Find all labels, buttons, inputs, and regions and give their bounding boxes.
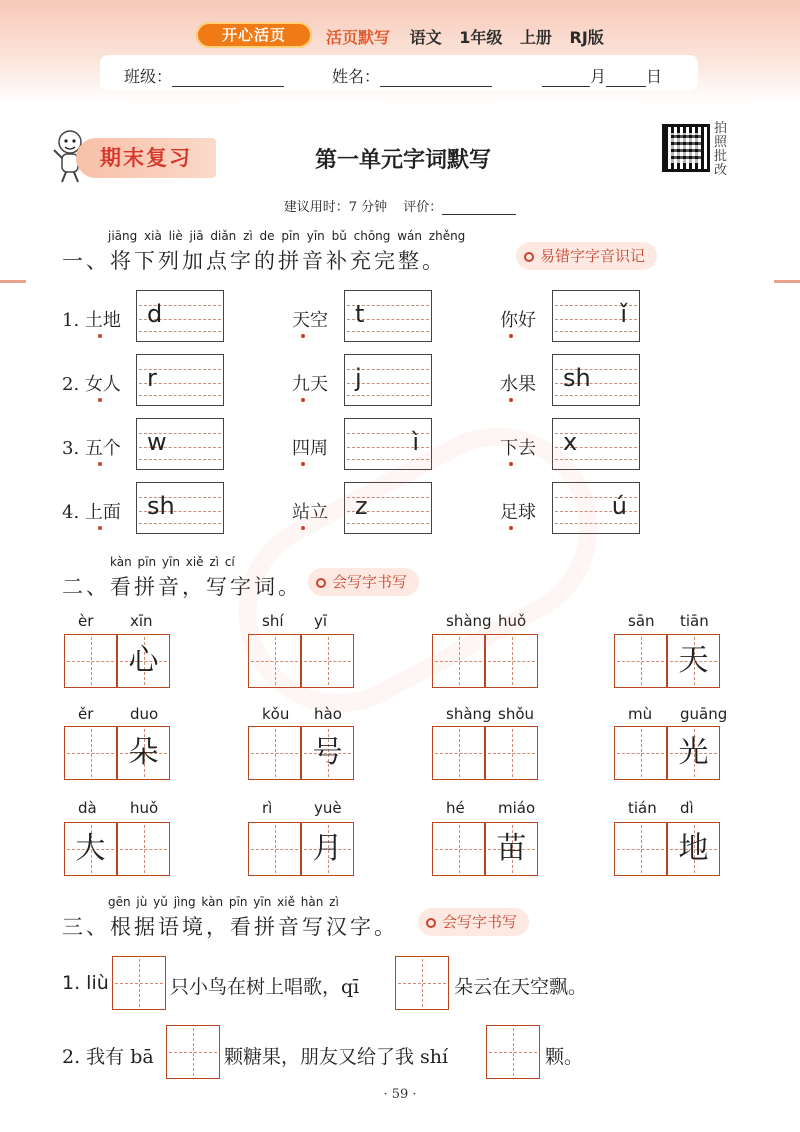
pinyin-answer-box[interactable] <box>136 290 224 342</box>
tianzige-box[interactable] <box>667 634 720 688</box>
written-character: 苗 <box>496 831 527 866</box>
emphasis-dot <box>98 462 102 466</box>
part1-word: 2. 女人 <box>62 374 121 395</box>
suggested-time: 建议用时：7 分钟 <box>283 200 388 215</box>
tianzige-box[interactable] <box>248 726 301 780</box>
tianzige-box[interactable] <box>432 822 485 876</box>
part1-word: 你好 <box>500 310 536 331</box>
emphasis-dot <box>98 526 102 530</box>
tianzige-box[interactable] <box>64 726 117 780</box>
qr-caption: 拍照批改 <box>714 121 728 178</box>
word-pinyin-1: mù <box>628 705 653 723</box>
word-pinyin-1: ěr <box>78 705 94 723</box>
tianzige-box[interactable] <box>485 822 538 876</box>
word-pinyin-1: kǒu <box>262 705 290 723</box>
time-eval-line <box>0 196 800 215</box>
sentence1-end: 朵云在天空飘。 <box>454 976 588 998</box>
written-character: 大 <box>75 831 106 866</box>
word-pinyin-1: sān <box>628 612 655 630</box>
pinyin-hint: ì <box>412 428 419 456</box>
part3-tag: 会写字书写 <box>418 908 529 936</box>
name-blank[interactable] <box>380 71 492 87</box>
volume: 上册 <box>519 28 552 47</box>
day-blank[interactable] <box>606 71 646 87</box>
word-pinyin-1: rì <box>262 799 273 817</box>
word-pinyin-2: huǒ <box>498 612 527 630</box>
part3-title: 三、根据语境，看拼音写汉字。 <box>62 915 398 939</box>
tianzige-box[interactable] <box>614 822 667 876</box>
series-name: 活页默写 <box>326 28 391 47</box>
word-pinyin-1: hé <box>446 799 465 817</box>
pinyin-hint: ǐ <box>620 300 627 328</box>
part2-pinyin: kàn pīn yīn xiě zì cí <box>110 555 235 569</box>
brand-logo: 开心活页 <box>196 22 312 48</box>
tianzige-box[interactable] <box>432 726 485 780</box>
grade: 1年级 <box>459 28 503 47</box>
part1-pinyin: jiāng xià liè jiā diǎn zì de pīn yīn bǔ chōng wán zhěng <box>108 229 466 243</box>
sentence2-middle: 颗糖果，朋友又给了我 shí <box>224 1046 449 1068</box>
margin-mark-right <box>774 280 800 283</box>
part1-word: 3. 五个 <box>62 438 121 459</box>
pinyin-hint: sh <box>147 492 175 520</box>
pinyin-hint: z <box>355 492 368 520</box>
part1-word: 1. 土地 <box>62 310 121 331</box>
name-label: 姓名： <box>332 67 381 86</box>
tianzige-box[interactable] <box>301 822 354 876</box>
word-pinyin-2: huǒ <box>130 799 159 817</box>
word-pinyin-2: yuè <box>314 799 342 817</box>
month-blank[interactable] <box>542 71 590 87</box>
part2-title: 二、看拼音，写字词。 <box>62 575 302 599</box>
margin-mark-left <box>0 280 26 283</box>
emphasis-dot <box>98 334 102 338</box>
emphasis-dot <box>301 334 305 338</box>
pinyin-answer-box[interactable] <box>136 354 224 406</box>
word-pinyin-2: xīn <box>130 612 153 630</box>
sentence1-prefix: 1. liù <box>62 972 109 994</box>
pinyin-answer-box[interactable] <box>552 354 640 406</box>
pinyin-answer-box[interactable] <box>344 290 432 342</box>
word-pinyin-1: èr <box>78 612 94 630</box>
part1-word: 天空 <box>292 310 328 331</box>
tianzige-box[interactable] <box>64 634 117 688</box>
student-info-bar <box>100 55 698 91</box>
word-pinyin-2: dì <box>680 799 694 817</box>
word-pinyin-2: duo <box>130 705 159 723</box>
word-pinyin-2: yī <box>314 612 328 630</box>
word-pinyin-2: tiān <box>680 612 709 630</box>
emphasis-dot <box>509 398 513 402</box>
pinyin-answer-box[interactable] <box>344 354 432 406</box>
word-pinyin-1: shí <box>262 612 284 630</box>
series-line <box>326 25 604 48</box>
tianzige-box[interactable] <box>117 822 170 876</box>
part1-word: 水果 <box>500 374 536 395</box>
tianzige-box[interactable] <box>667 822 720 876</box>
written-character: 月 <box>312 831 343 866</box>
sentence1-blank1[interactable] <box>112 956 166 1010</box>
pinyin-hint: sh <box>563 364 591 392</box>
part3-pinyin: gēn jù yǔ jìng kàn pīn yīn xiě hàn zì <box>108 895 339 909</box>
written-character: 光 <box>678 735 709 770</box>
name-field[interactable] <box>332 64 492 87</box>
page-title: 第一单元字词默写 <box>314 148 491 173</box>
emphasis-dot <box>509 334 513 338</box>
page-number: · 59 · <box>383 1087 417 1102</box>
word-pinyin-1: tián <box>628 799 657 817</box>
part1-word: 4. 上面 <box>62 502 121 523</box>
word-pinyin-2: guāng <box>680 705 728 723</box>
emphasis-dot <box>301 398 305 402</box>
pinyin-hint: ú <box>611 492 627 520</box>
word-pinyin-1: shàng <box>446 705 492 723</box>
tianzige-box[interactable] <box>64 822 117 876</box>
part2-tag: 会写字书写 <box>308 568 419 596</box>
written-character: 朵 <box>128 735 159 770</box>
sentence1-middle: 只小鸟在树上唱歌，qī <box>170 976 360 998</box>
pinyin-hint: x <box>563 428 578 456</box>
tag-circle-icon <box>426 918 436 928</box>
written-character: 心 <box>128 643 159 678</box>
date-field[interactable] <box>542 64 662 87</box>
tianzige-box[interactable] <box>301 726 354 780</box>
word-pinyin-2: miáo <box>498 799 536 817</box>
written-character: 天 <box>678 643 709 678</box>
sentence2-blank2[interactable] <box>486 1025 540 1079</box>
edition: RJ版 <box>569 28 604 47</box>
day-label: 日 <box>646 67 663 86</box>
subject: 语文 <box>409 28 442 47</box>
pinyin-answer-box[interactable] <box>136 418 224 470</box>
pinyin-hint: r <box>147 364 157 392</box>
emphasis-dot <box>98 398 102 402</box>
eval-label: 评价： <box>403 200 443 215</box>
pinyin-hint: w <box>147 428 167 456</box>
tianzige-box[interactable] <box>667 726 720 780</box>
tag-circle-icon <box>524 252 534 262</box>
class-blank[interactable] <box>172 71 284 87</box>
pinyin-answer-box[interactable] <box>552 290 640 342</box>
part1-word: 九天 <box>292 374 328 395</box>
class-field[interactable] <box>124 64 284 87</box>
eval-blank[interactable] <box>442 202 516 215</box>
written-character: 地 <box>678 831 709 866</box>
pinyin-answer-box[interactable] <box>136 482 224 534</box>
tianzige-box[interactable] <box>485 726 538 780</box>
written-character: 号 <box>312 735 343 770</box>
tianzige-box[interactable] <box>614 726 667 780</box>
tianzige-box[interactable] <box>248 822 301 876</box>
part1-tag: 易错字字音识记 <box>516 242 657 270</box>
word-pinyin-2: hào <box>314 705 342 723</box>
part1-title: 一、将下列加点字的拼音补充完整。 <box>62 249 446 273</box>
class-label: 班级： <box>124 67 173 86</box>
tianzige-box[interactable] <box>117 726 170 780</box>
qr-code-icon[interactable] <box>662 124 710 172</box>
part1-word: 站立 <box>292 502 328 523</box>
pinyin-hint: j <box>355 364 362 392</box>
tianzige-box[interactable] <box>614 634 667 688</box>
word-pinyin-1: dà <box>78 799 97 817</box>
sentence2-prefix: 2. 我有 bā <box>62 1046 154 1068</box>
sentence2-blank1[interactable] <box>166 1025 220 1079</box>
month-label: 月 <box>590 67 607 86</box>
word-pinyin-1: shàng <box>446 612 492 630</box>
review-badge: 期末复习 <box>76 138 216 178</box>
sentence2-end: 颗。 <box>545 1046 584 1068</box>
part1-word: 足球 <box>500 502 536 523</box>
part1-word: 四周 <box>292 438 328 459</box>
emphasis-dot <box>301 462 305 466</box>
pinyin-hint: t <box>355 300 365 328</box>
part1-word: 下去 <box>500 438 536 459</box>
word-pinyin-2: shǒu <box>498 705 535 723</box>
sentence1-blank2[interactable] <box>395 956 449 1010</box>
tianzige-box[interactable] <box>117 634 170 688</box>
pinyin-hint: d <box>147 300 163 328</box>
